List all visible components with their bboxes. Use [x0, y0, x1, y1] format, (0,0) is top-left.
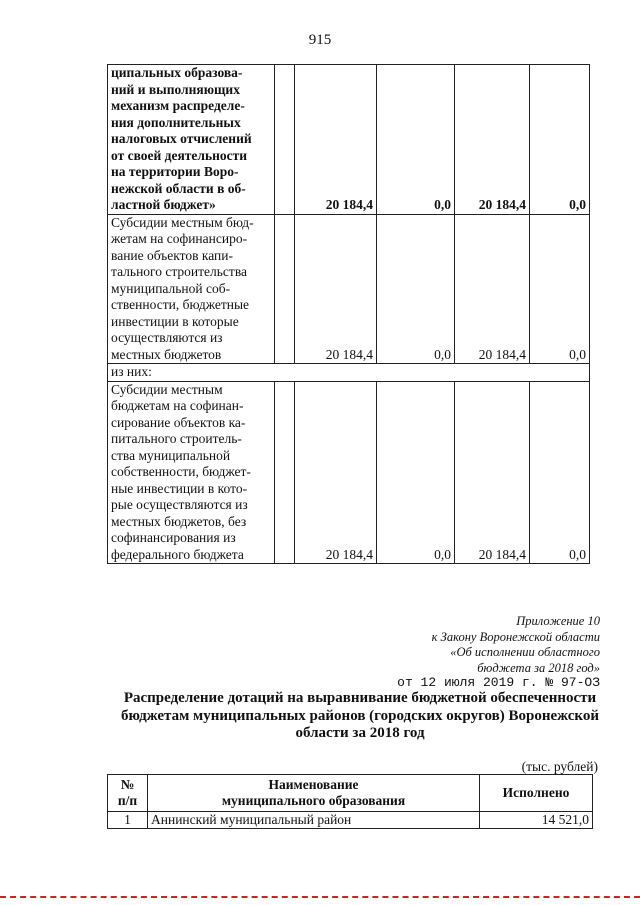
label-line: ний и выполняющих — [111, 81, 240, 97]
table-row — [108, 214, 590, 364]
value-cell: 20 184,4 — [455, 214, 530, 364]
label-line: местных бюджетов — [111, 346, 222, 362]
header-text: Наименование — [268, 777, 359, 792]
header-name — [148, 775, 480, 812]
row-name: Аннинский муниципальный район — [148, 812, 480, 829]
row-label — [108, 381, 275, 564]
label-line: бюджетам на софинан- — [111, 398, 244, 413]
law-date-stamp: от 12 июля 2019 г. № 97-ОЗ — [397, 675, 600, 690]
appendix-reference — [432, 614, 600, 676]
value-cell: 0,0 — [377, 381, 455, 564]
label-line: инвестиции в которые — [111, 313, 239, 329]
label-line: муниципальной соб- — [111, 280, 231, 296]
label-line: от своей деятельности — [111, 147, 248, 163]
label-line: налоговых отчислений — [111, 131, 252, 146]
value-cell: 0,0 — [377, 214, 455, 364]
row-executed: 14 521,0 — [480, 812, 593, 829]
document-title — [100, 690, 620, 743]
title-line: Распределение дотаций на выравнивание бюджетной обеспеченности — [123, 690, 597, 706]
value-cell: 20 184,4 — [455, 65, 530, 215]
continuation-table — [107, 64, 590, 564]
appendix-line: Приложение 10 — [516, 614, 600, 628]
label-line: питального строитель- — [111, 431, 242, 446]
row-label — [108, 65, 275, 215]
appendix-line: бюджета за 2018 год» — [477, 660, 600, 675]
label-line: сирование объектов ка- — [111, 414, 246, 430]
value-cell: 0,0 — [530, 381, 590, 564]
label-line: ластной бюджет» — [111, 197, 216, 212]
label-line: ства муниципальной — [111, 447, 231, 463]
value-cell: 0,0 — [530, 65, 590, 215]
label-line: нежской области в об- — [111, 180, 246, 196]
label-line: местных бюджетов, без — [111, 513, 247, 529]
empty-cell — [275, 381, 295, 564]
label-line: жетам на софинансиро- — [111, 231, 248, 246]
value-cell: 20 184,4 — [295, 65, 377, 215]
table-row — [108, 364, 590, 382]
header-text: № — [120, 777, 135, 792]
label-line: софинансирования из — [111, 530, 236, 545]
value-cell: 20 184,4 — [455, 381, 530, 564]
label-line: механизм распределе- — [111, 98, 245, 113]
header-row — [108, 775, 593, 812]
label-line: федерального бюджета — [111, 546, 244, 562]
value-cell: 20 184,4 — [295, 214, 377, 364]
value-cell: 20 184,4 — [295, 381, 377, 564]
row-label — [108, 214, 275, 364]
table-row — [108, 65, 590, 215]
units-label: (тыс. рублей) — [521, 759, 598, 774]
header-number — [108, 775, 148, 812]
row-number: 1 — [108, 812, 148, 829]
title-line: бюджетам муниципальных районов (городских округов) Воронежской — [121, 707, 599, 724]
label-line: тального строительства — [111, 264, 248, 279]
label-line: Субсидии местным бюд- — [111, 214, 254, 230]
label-line: на территории Воро- — [111, 164, 239, 179]
label-line: рые осуществляются из — [111, 497, 248, 512]
table-row — [108, 381, 590, 564]
label-line: собственности, бюджет- — [111, 464, 251, 479]
header-executed: Исполнено — [480, 775, 593, 812]
header-text: п/п — [117, 793, 138, 808]
label-line: ственности, бюджетные — [111, 297, 250, 312]
empty-cell — [275, 214, 295, 364]
label-line: Субсидии местным — [111, 381, 223, 397]
label-line: вание объектов капи- — [111, 247, 233, 263]
value-cell: 0,0 — [377, 65, 455, 215]
distribution-table — [107, 774, 593, 829]
empty-cell — [275, 65, 295, 215]
table-row — [108, 812, 593, 829]
header-text: муниципального образования — [221, 793, 406, 808]
label-line: ципальных образова- — [111, 65, 243, 80]
label-line: осуществляются из — [111, 330, 223, 345]
title-line: области за 2018 год — [295, 725, 425, 741]
appendix-line: «Об исполнении областного — [450, 645, 600, 659]
value-cell: 0,0 — [530, 214, 590, 364]
appendix-line: к Закону Воронежской области — [431, 629, 600, 644]
page-edge-marks — [0, 896, 640, 900]
page-number: 915 — [308, 32, 332, 48]
subheading-cell: из них: — [108, 364, 590, 382]
label-line: ния дополнительных — [111, 114, 241, 130]
label-line: ные инвестиции в кото- — [111, 480, 248, 496]
